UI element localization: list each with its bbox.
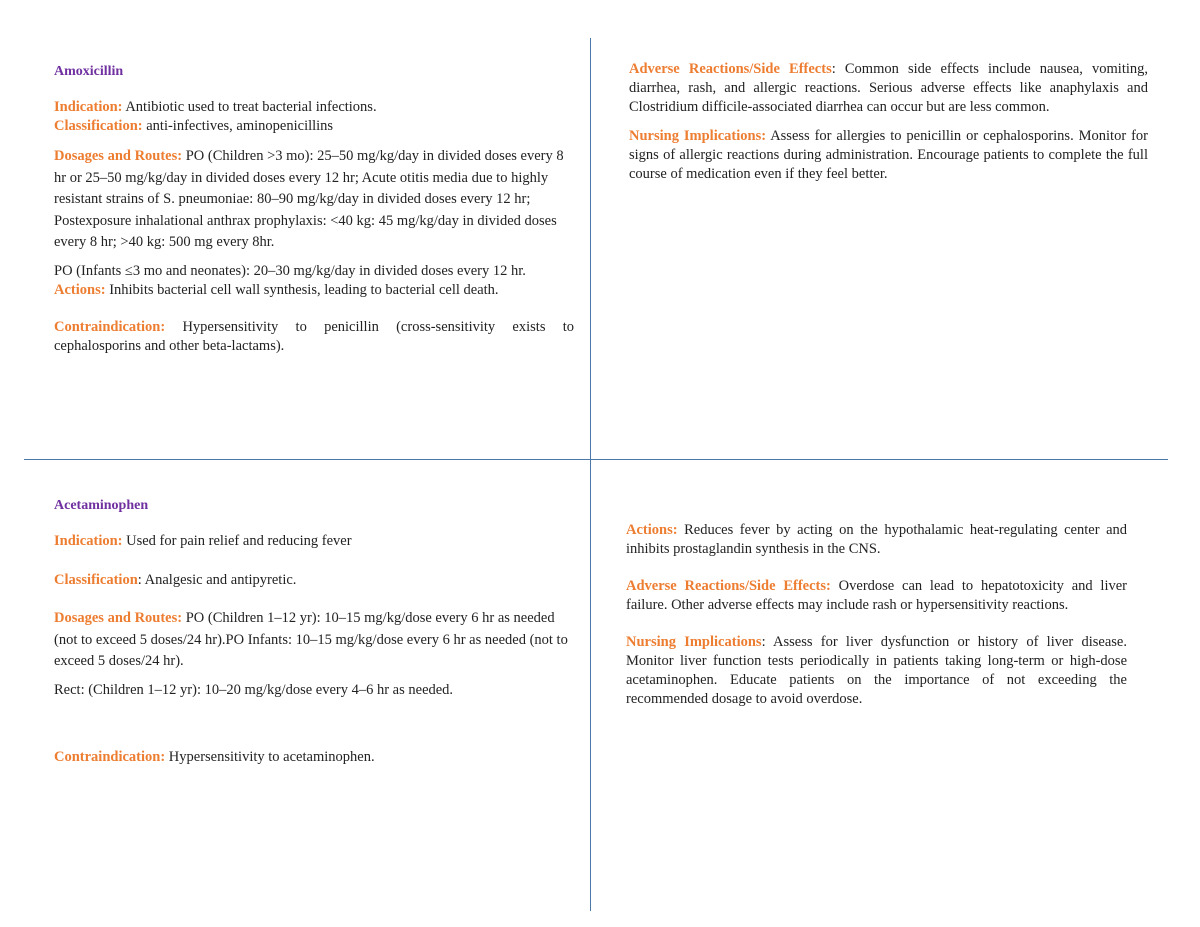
indication-text: Used for pain relief and reducing fever	[126, 533, 352, 549]
dosages-line	[54, 608, 574, 673]
contraindication-line	[54, 748, 574, 767]
nursing-text: Assess for allergies to penicillin or cephalosporins. Monitor for signs of allergic reactions during administration. Encourage patients to complete the full course of medication even if they feel better.	[629, 128, 1148, 182]
nursing-text: : Assess for liver dysfunction or history of liver disease. Monitor liver function tests periodically in patients taking long-term or high-dose acetaminophen. Educate patients on the importance of not exceeding the recommended dosage to avoid overdose.	[626, 634, 1127, 707]
actions-label: Actions:	[626, 522, 678, 538]
contraindication-label: Contraindication:	[54, 318, 166, 335]
acetaminophen-card-right	[626, 521, 1127, 709]
dosages-text: PO (Children >3 mo): 25–50 mg/kg/day in divided doses every 8 hr or 25–50 mg/kg/day in divided doses every 12 hr; Acute otitis media due to highly resistant strains of S. pneumoniae: 80–90 mg/kg/day in divided doses every 12 hr; Postexposure inhalational anthrax prophylaxis: <40 kg: 45 mg/kg/day in divided doses every 8 hr; >40 kg: 500 mg every 8hr.	[54, 148, 564, 250]
actions-text: Inhibits bacterial cell wall synthesis, leading to bacterial cell death.	[109, 281, 499, 298]
classification-text: anti-infectives, aminopenicillins	[146, 118, 334, 134]
dosages-line	[54, 146, 574, 254]
adverse-text: Overdose can lead to hepatotoxicity and liver failure. Other adverse effects may include rash or hypersensitivity reactions.	[626, 578, 1127, 613]
actions-label: Actions:	[54, 281, 106, 298]
dosages-rectal-line: Rect: (Children 1–12 yr): 10–20 mg/kg/dose every 4–6 hr as needed.	[54, 681, 454, 698]
indication-line	[54, 98, 574, 117]
indication-label: Indication:	[54, 533, 123, 549]
contraindication-label: Contraindication:	[54, 748, 166, 765]
drug-title: Amoxicillin	[54, 64, 124, 79]
contraindication-text: Hypersensitivity to penicillin (cross-sensitivity exists to cephalosporins and other beta-lactams).	[54, 318, 574, 354]
dosages-infants-line: PO (Infants ≤3 mo and neonates): 20–30 mg/kg/day in divided doses every 12 hr.	[54, 262, 526, 279]
nursing-line	[629, 127, 1148, 184]
contraindication-line	[54, 318, 574, 356]
adverse-line	[629, 60, 1148, 117]
amoxicillin-card-left	[54, 64, 574, 356]
actions-line	[626, 521, 1127, 559]
indication-line	[54, 532, 574, 551]
nursing-label: Nursing Implications	[626, 634, 762, 650]
amoxicillin-card-right	[629, 60, 1148, 184]
acetaminophen-card-left	[54, 498, 574, 767]
nursing-label: Nursing Implications:	[629, 128, 767, 144]
actions-line	[54, 281, 574, 300]
classification-text: : Analgesic and antipyretic.	[137, 572, 297, 588]
actions-text: Reduces fever by acting on the hypothalamic heat-regulating center and inhibits prostaglandin synthesis in the CNS.	[626, 522, 1127, 557]
classification-label: Classification	[54, 572, 138, 588]
horizontal-divider	[24, 459, 1168, 460]
contraindication-text: Hypersensitivity to acetaminophen.	[168, 748, 375, 765]
indication-label: Indication:	[54, 99, 123, 115]
adverse-text: : Common side effects include nausea, vomiting, diarrhea, rash, and allergic reactions. Serious adverse effects like anaphylaxis and Clostridium difficile-associated diarrhea can occur but are less common.	[629, 61, 1149, 115]
indication-text: Antibiotic used to treat bacterial infections.	[125, 99, 377, 115]
classification-line	[54, 571, 574, 590]
dosages-label: Dosages and Routes:	[54, 148, 183, 164]
vertical-divider	[590, 38, 591, 911]
dosages-text: PO (Children 1–12 yr): 10–15 mg/kg/dose every 6 hr as needed (not to exceed 5 doses/24 hr).PO Infants: 10–15 mg/kg/dose every 6 hr as needed (not to exceed 5 doses/24 hr).	[54, 610, 568, 669]
dosages-label: Dosages and Routes:	[54, 610, 183, 626]
nursing-line	[626, 633, 1127, 709]
adverse-label: Adverse Reactions/Side Effects	[629, 61, 832, 77]
drug-title: Acetaminophen	[54, 498, 149, 513]
adverse-label: Adverse Reactions/Side Effects:	[626, 578, 831, 594]
adverse-line	[626, 577, 1127, 615]
classification-label: Classification:	[54, 118, 143, 134]
classification-line	[54, 117, 574, 136]
